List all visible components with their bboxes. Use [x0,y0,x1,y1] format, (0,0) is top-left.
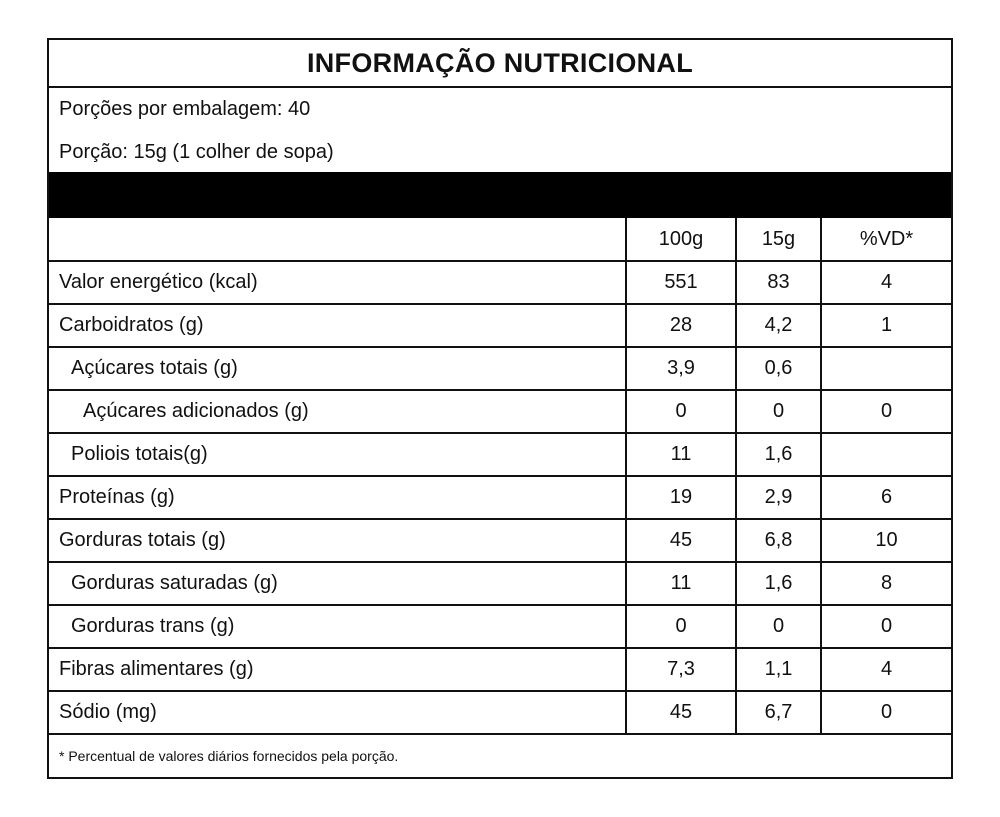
value-per-100g: 11 [626,562,736,605]
nutrition-table [49,218,951,735]
value-per-100g: 551 [626,261,736,304]
serving-size: Porção: 15g (1 colher de sopa) [59,141,334,163]
value-per-100g: 11 [626,433,736,476]
table-row [49,519,951,562]
nutrient-name: Valor energético (kcal) [49,261,626,304]
nutrition-table-body [49,218,951,734]
table-row [49,648,951,691]
value-daily-percent: 6 [821,476,951,519]
value-per-15g: 0,6 [736,347,821,390]
nutrient-name: Proteínas (g) [49,476,626,519]
header-nutrient [49,218,626,261]
table-row [49,347,951,390]
header-per-100g: 100g [626,218,736,261]
nutrient-name: Carboidratos (g) [49,304,626,347]
nutrient-name: Açúcares totais (g) [49,347,626,390]
value-daily-percent: 1 [821,304,951,347]
value-per-15g: 0 [736,390,821,433]
nutrition-facts-label [47,38,953,779]
value-per-15g: 83 [736,261,821,304]
label-title: INFORMAÇÃO NUTRICIONAL [49,40,951,88]
value-daily-percent: 0 [821,691,951,734]
table-row [49,562,951,605]
table-header-row [49,218,951,261]
nutrient-name: Gorduras trans (g) [49,605,626,648]
divider-bar [49,172,951,218]
value-daily-percent: 4 [821,261,951,304]
table-row [49,390,951,433]
nutrient-name: Poliois totais(g) [49,433,626,476]
footnote: * Percentual de valores diários fornecidos pela porção. [59,748,399,764]
value-daily-percent: 0 [821,605,951,648]
table-row [49,304,951,347]
header-daily-value: %VD* [821,218,951,261]
value-per-15g: 6,7 [736,691,821,734]
table-row [49,261,951,304]
value-daily-percent: 4 [821,648,951,691]
value-daily-percent: 10 [821,519,951,562]
value-per-100g: 19 [626,476,736,519]
value-daily-percent [821,347,951,390]
value-daily-percent: 0 [821,390,951,433]
value-per-100g: 7,3 [626,648,736,691]
nutrient-name: Gorduras saturadas (g) [49,562,626,605]
nutrient-name: Açúcares adicionados (g) [49,390,626,433]
value-per-100g: 28 [626,304,736,347]
nutrient-name: Fibras alimentares (g) [49,648,626,691]
value-per-100g: 3,9 [626,347,736,390]
value-per-15g: 1,6 [736,562,821,605]
value-per-15g: 0 [736,605,821,648]
value-daily-percent: 8 [821,562,951,605]
servings-per-package: Porções por embalagem: 40 [59,98,311,120]
value-per-15g: 1,6 [736,433,821,476]
value-per-15g: 1,1 [736,648,821,691]
table-row [49,476,951,519]
value-per-15g: 2,9 [736,476,821,519]
value-per-100g: 45 [626,519,736,562]
value-per-100g: 0 [626,605,736,648]
table-row [49,691,951,734]
nutrient-name: Gorduras totais (g) [49,519,626,562]
table-row [49,605,951,648]
table-row [49,433,951,476]
header-per-15g: 15g [736,218,821,261]
value-daily-percent [821,433,951,476]
value-per-15g: 6,8 [736,519,821,562]
value-per-15g: 4,2 [736,304,821,347]
value-per-100g: 0 [626,390,736,433]
nutrient-name: Sódio (mg) [49,691,626,734]
value-per-100g: 45 [626,691,736,734]
